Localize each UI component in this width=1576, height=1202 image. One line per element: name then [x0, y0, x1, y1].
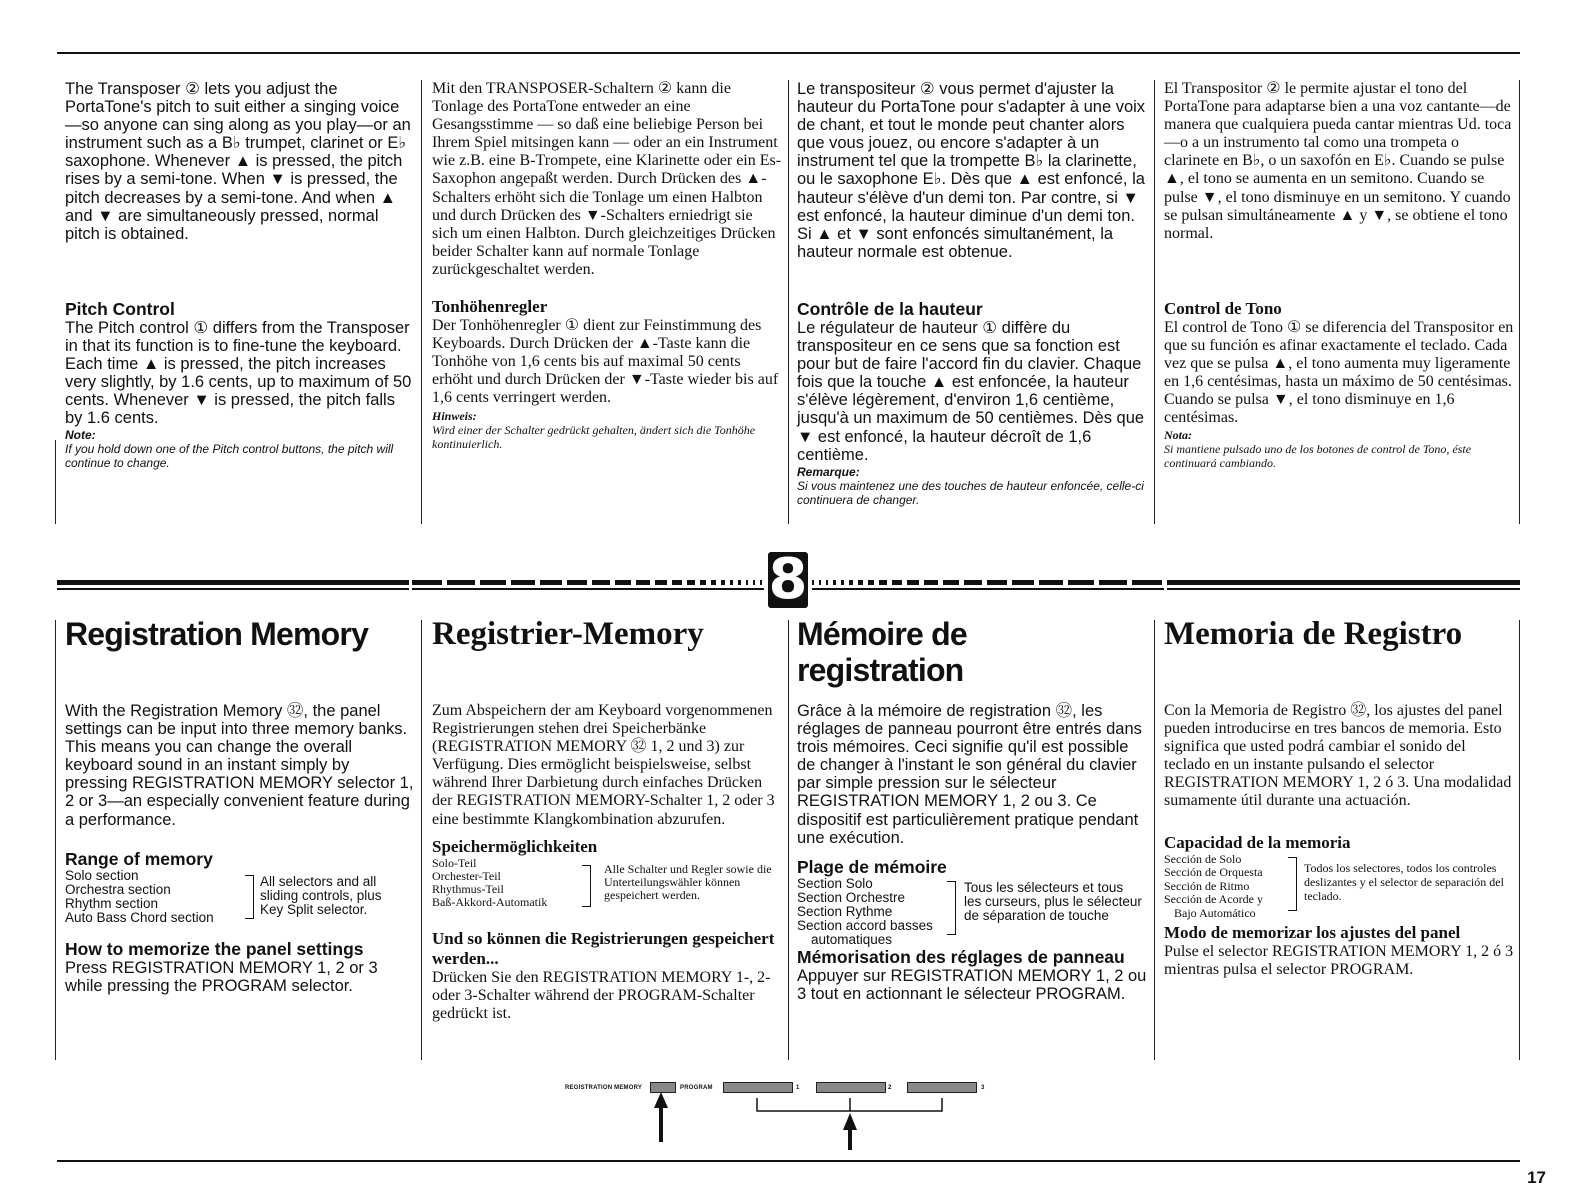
range-table-de: [432, 857, 782, 919]
note-text-es: Si mantiene pulsado uno de los botones de control de Tono, éste continuará cambiando.: [1164, 442, 1472, 471]
range-list-de: [432, 857, 547, 909]
range-item: Auto Bass Chord section: [65, 909, 214, 925]
transposer-text-en: The Transposer ② lets you adjust the PortaTone's pitch to suit either a singing voice—so anyone can sing along as you play—or an instrument such as a B♭ trumpet, clarinet or E♭ saxophone. Whenever ▲ is pressed, the pitch rises by a semi-tone. When ▼ is pressed, the pitch decreases by a semi-tone. And when ▲ and ▼ are simultaneously pressed, normal pitch is obtained.: [65, 80, 411, 243]
switch-3-number: 3: [981, 1085, 985, 1091]
top-rule: [57, 52, 1520, 54]
range-item: Bajo Automático: [1174, 905, 1256, 920]
note-text-fr: Si vous maintenez une des touches de hauteur enfoncée, celle-ci continuera de changer.: [797, 478, 1144, 507]
registration-memory-label: REGISTRATION MEMORY: [565, 1085, 643, 1091]
col-divider: [55, 440, 56, 524]
panel-diagram: [560, 1078, 1000, 1158]
note-label-fr: Remarque:: [797, 464, 860, 479]
pitch-control-text-es: El control de Tono ① se diferencia del Transpositor en que su función es afinar exactamente el teclado. Cada vez que se pulsa ▲, el tono aumenta muy ligeramente en 1,6 centésimas, hasta un máximo de 50 centésimas. Cuando se pulsa ▼, el tono disminuye en 1,6 centésimas.: [1164, 318, 1514, 427]
section-title-es: Memoria de Registro: [1164, 616, 1463, 652]
col-divider: [1154, 620, 1155, 1060]
range-table-fr: [797, 877, 1147, 947]
page-number: 17: [1527, 1168, 1546, 1187]
how-heading-fr: Mémorisation des réglages de panneau: [797, 946, 1125, 967]
range-item: Orchestra section: [65, 881, 171, 897]
range-item: Section Solo: [797, 875, 873, 891]
top-col-de: [432, 80, 782, 451]
range-list-en: [65, 869, 214, 925]
pitch-control-heading-es: Control de Tono: [1164, 298, 1282, 318]
note-label-de: Hinweis:: [432, 408, 477, 423]
transposer-text-de: Mit den TRANSPOSER-Schaltern ② kann die Tonlage des PortaTone entweder an eine Gesangsstimme — so daß eine beliebige Person bei Ihrem Spiel mitsingen kann — oder an ein Instrument wie z.B. eine B-Trompete, eine Klarinette oder ein Es-Saxophon angepaßt werden. Durch Drücken des ▲-Schalters erhöht sich die Tonlage um einen Halbton und durch Drücken des ▼-Schalters erniedrigt sie sich um einen Halbton. Durch gleichzeitiges Drücken beider Schalter kann auf normale Tonlage zurückgeschaltet werden.: [432, 80, 782, 278]
pitch-control-heading-fr: Contrôle de la hauteur: [797, 298, 983, 319]
range-list-fr: [797, 877, 933, 947]
range-item: Solo section: [65, 867, 139, 883]
col-divider: [788, 620, 789, 1060]
bottom-col-es: [1164, 616, 1514, 979]
how-heading-en: How to memorize the panel settings: [65, 938, 364, 959]
switch-1-number: 1: [796, 1085, 800, 1091]
col-divider: [788, 80, 789, 524]
range-item: Orchester-Teil: [432, 868, 501, 883]
range-heading-de: Speichermöglichkeiten: [432, 836, 598, 856]
section-title-de: Registrier-Memory: [432, 616, 704, 652]
program-label: PROGRAM: [680, 1085, 713, 1091]
how-text-fr: Appuyer sur REGISTRATION MEMORY 1, 2 ou 3 tout en actionnant le sélecteur PROGRAM.: [797, 966, 1147, 1003]
range-item: Rhythmus-Teil: [432, 881, 504, 896]
note-text-en: If you hold down one of the Pitch control buttons, the pitch will continue to change.: [65, 442, 394, 471]
section-title-en: Registration Memory: [65, 616, 369, 652]
range-table-es: [1164, 853, 1514, 923]
range-item: Solo-Teil: [432, 855, 477, 870]
transposer-text-es: El Transpositor ② le permite ajustar el tono del PortaTone para adaptarse bien a una voz cantante—de manera que cualquiera pueda cantar mientras Ud. toca—o a un instrumento tal como una trompeta o clarinete en B♭, o un saxofón en E♭. Cuando se pulse ▲, el tono se aumenta en un semitono. Cuando se pulse ▼, el tono disminuye en un semitono. Y cuando se pulsan simultáneamente ▲ y ▼, se obtiene el tono normal.: [1164, 80, 1512, 242]
how-heading-es: Modo de memorizar los ajustes del panel: [1164, 922, 1461, 942]
how-heading-de: Und so können die Registrierungen gespeichert werden...: [432, 928, 775, 968]
col-divider: [421, 80, 422, 524]
section-number: 8: [768, 547, 808, 612]
range-item: Sección de Orquesta: [1164, 865, 1263, 880]
range-bracket: [1288, 857, 1297, 911]
pitch-control-heading-en: Pitch Control: [65, 298, 175, 319]
section-8-badge: [768, 547, 808, 612]
col-divider: [1519, 620, 1520, 1060]
range-desc-fr: Tous les sélecteurs et tous les curseurs, plus le sélecteur de séparation de touche: [964, 879, 1142, 923]
range-item: Section accord basses: [797, 917, 933, 933]
range-desc-es: Todos los selectores, todos los controles deslizantes y el selector de separación del teclado.: [1304, 860, 1504, 903]
range-item: Rhythm section: [65, 895, 159, 911]
range-heading-en: Range of memory: [65, 848, 213, 869]
range-table-en: [65, 869, 415, 931]
range-heading-fr: Plage de mémoire: [797, 856, 947, 877]
bottom-col-en: [65, 616, 415, 995]
how-text-de: Drücken Sie den REGISTRATION MEMORY 1-, 2- oder 3-Schalter während der PROGRAM-Schalter gedrückt ist.: [432, 968, 771, 1022]
registration-text-en: With the Registration Memory ㉜, the panel settings can be input into three memory banks. This means you can change the overall keyboard sound in an instant simply by pressing REGISTRATION MEMORY selector 1, 2 or 3—an especially convenient feature during a performance.: [65, 702, 414, 829]
note-text-de: Wird einer der Schalter gedrückt gehalten, ändert sich die Tonhöhe kontinuierlich.: [432, 422, 756, 451]
registration-text-es: Con la Memoria de Registro ㉜, los ajustes del panel pueden introducirse en tres bancos de memoria. Esto significa que usted podrá cambiar el sonido del teclado en un instante pulsando el selector REGISTRATION MEMORY 1, 2 ó 3. Una modalidad sumamente útil durante una actuación.: [1164, 702, 1512, 810]
bottom-col-fr: [797, 616, 1147, 1003]
section-title-fr: Mémoire de registration: [797, 616, 967, 688]
range-bracket: [582, 865, 591, 907]
top-col-en: [65, 80, 415, 470]
range-item: automatiques: [811, 931, 893, 947]
range-desc-de: Alle Schalter und Regler sowie die Unterteilungswähler können gespeichert werden.: [604, 861, 772, 902]
top-col-es: [1164, 80, 1514, 470]
how-text-es: Pulse el selector REGISTRATION MEMORY 1, 2 ó 3 mientras pulsa el selector PROGRAM.: [1164, 942, 1514, 978]
pitch-control-heading-de: Tonhöhenregler: [432, 297, 548, 317]
range-heading-es: Capacidad de la memoria: [1164, 832, 1351, 852]
range-item: Sección de Solo: [1164, 851, 1242, 866]
note-label-en: Note:: [65, 428, 96, 443]
registration-text-fr: Grâce à la mémoire de registration ㉜, les réglages de panneau pourront être entrés dans trois mémoires. Ceci signifie qu'il est possible de changer à l'instant le son général du clavier par simple pression sur le sélecteur REGISTRATION MEMORY 1, 2 ou 3. Ce dispositif est particulièrement pratique pendant une exécution.: [797, 702, 1142, 847]
transposer-text-fr: Le transpositeur ② vous permet d'ajuster la hauteur du PortaTone pour s'adapter à une voix de chant, et tout le monde peut chanter alors que vous jouez, ou encore s'adapter à un instrument tel que la trompette B♭ la clarinette, ou le saxophone E♭. Dès que ▲ est enfoncé, la hauteur s'élève d'un demi ton. Par contre, si ▼ est enfoncé, la hauteur diminue d'un demi ton. Si ▲ et ▼ sont enfoncés simultanément, la hauteur normale est obtenue.: [797, 80, 1146, 261]
pitch-control-text-en: The Pitch control ① differs from the Transposer in that its function is to fine-tune the keyboard. Each time ▲ is pressed, the pitch increases very slightly, by 1.6 cents, up to maximum of 50 cents. Whenever ▼ is pressed, the pitch falls by 1.6 cents.: [65, 318, 412, 428]
pitch-control-text-fr: Le régulateur de hauteur ① diffère du transpositeur en ce sens que sa fonction est pour but de faire l'accord fin du clavier. Chaque fois que la touche ▲ est enfoncée, la hauteur s'élève légèrement, d'environ 1,6 centième, jusqu'à un maximum de 50 centièmes. Dès que ▼ est enfoncé, la hauteur décroît de 1,6 centième.: [797, 318, 1145, 464]
diagram-arrows: [560, 1078, 1000, 1158]
col-divider: [421, 620, 422, 1060]
how-text-en: Press REGISTRATION MEMORY 1, 2 or 3 while pressing the PROGRAM selector.: [65, 958, 378, 995]
pitch-control-text-de: Der Tonhöhenregler ① dient zur Feinstimmung des Keyboards. Durch Drücken der ▲-Taste kann die Tonhöhe von 1,6 cents bis auf maximal 50 cents erhöht und durch Drücken der ▼-Taste wieder bis auf 1,6 cents verringert werden.: [432, 317, 779, 407]
range-bracket: [245, 875, 254, 919]
bottom-rule: [57, 1160, 1520, 1162]
range-item: Section Rythme: [797, 903, 893, 919]
range-list-es: [1164, 853, 1263, 921]
range-item: Baß-Akkord-Automatik: [432, 894, 548, 909]
note-label-es: Nota:: [1164, 428, 1192, 443]
range-bracket: [947, 881, 956, 935]
range-item: Sección de Ritmo: [1164, 878, 1250, 893]
col-divider: [1154, 80, 1155, 524]
switch-2-number: 2: [888, 1085, 892, 1091]
top-col-fr: [797, 80, 1147, 507]
range-item: Sección de Acorde y: [1164, 892, 1263, 907]
range-item: Section Orchestre: [797, 889, 906, 905]
range-desc-en: All selectors and all sliding controls, plus Key Split selector.: [260, 873, 382, 917]
col-divider: [1519, 80, 1520, 524]
registration-text-de: Zum Abspeichern der am Keyboard vorgenommenen Registrierungen stehen drei Speicherbänke (REGISTRATION MEMORY ㉜ 1, 2 und 3) zur Verfügung. Dies ermöglicht beispielsweise, selbst während Ihrer Darbietung durch einfaches Drücken der REGISTRATION MEMORY-Schalter 1, 2 oder 3 eine bestimmte Klangkombination abzurufen.: [432, 702, 775, 828]
col-divider: [55, 620, 56, 1060]
bottom-col-de: [432, 616, 782, 1023]
